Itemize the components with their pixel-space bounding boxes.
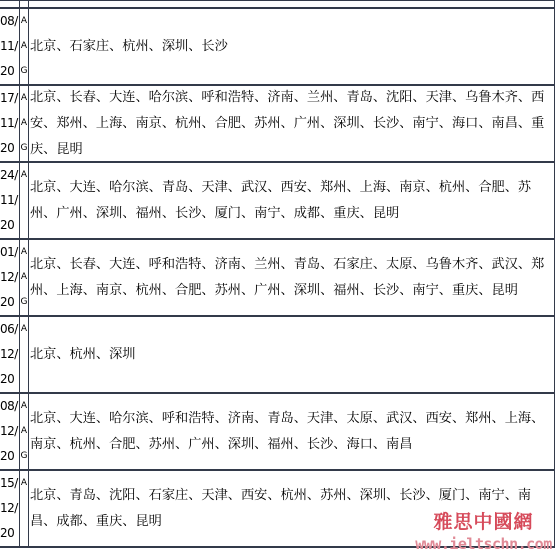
date-cell — [0, 1, 19, 7]
cities-text: 北京、石家庄、杭州、深圳、长沙 — [30, 38, 228, 54]
type-cell: A — [19, 163, 29, 238]
table-row — [0, 163, 555, 240]
type-cell — [19, 1, 29, 7]
date-cell: 06/12/20 — [0, 322, 18, 386]
date-cell: 08/12/20 — [0, 399, 18, 463]
cities-cell — [29, 86, 555, 161]
date-cell: 17/11/20 — [0, 91, 18, 155]
type-cell: A — [19, 471, 29, 546]
cities-text: 北京、大连、哈尔滨、青岛、天津、武汉、西安、郑州、上海、南京、杭州、合肥、苏州、广州、深圳、福州、长沙、厦门、南宁、成都、重庆、昆明 — [30, 179, 532, 221]
cities-cell — [29, 9, 555, 84]
table-row — [0, 240, 555, 317]
table-row — [0, 86, 555, 163]
cities-cell — [29, 317, 555, 392]
cities-cell — [29, 471, 555, 546]
type-cell: AAG — [19, 240, 29, 315]
cities-cell — [29, 1, 555, 7]
watermark-url-text: www.ieltschn.com — [415, 535, 552, 553]
type-cell: AAG — [19, 9, 29, 84]
cities-text: 北京、长春、大连、哈尔滨、呼和浩特、济南、兰州、青岛、沈阳、天津、乌鲁木齐、西安、郑州、上海、南京、杭州、合肥、苏州、广州、深圳、长沙、南宁、海口、南昌、重庆、昆明 — [30, 89, 545, 157]
cities-cell — [29, 394, 555, 469]
type-cell: AAG — [19, 86, 29, 161]
cities-cell — [29, 163, 555, 238]
type-cell: A — [19, 317, 29, 392]
date-cell: 01/12/20 — [0, 245, 18, 309]
table-row — [0, 1, 555, 9]
table-row — [0, 394, 555, 471]
cities-text: 北京、杭州、深圳 — [30, 346, 136, 362]
type-cell: AAG — [19, 394, 29, 469]
table-row — [0, 471, 555, 548]
cities-cell — [29, 240, 555, 315]
table-row — [0, 9, 555, 86]
cities-text: 北京、长春、大连、呼和浩特、济南、兰州、青岛、石家庄、太原、乌鲁木齐、武汉、郑州、上海、南京、杭州、合肥、苏州、广州、深圳、福州、长沙、南宁、重庆、昆明 — [30, 256, 545, 298]
date-cell: 24/11/20 — [0, 168, 18, 232]
date-cell: 08/11/20 — [0, 14, 18, 78]
date-cell: 15/12/20 — [0, 476, 18, 540]
cities-text: 北京、青岛、沈阳、石家庄、天津、西安、杭州、苏州、深圳、长沙、厦门、南宁、南昌、成都、重庆、昆明 — [30, 487, 532, 529]
table-row — [0, 317, 555, 394]
cities-text: 北京、大连、哈尔滨、呼和浩特、济南、青岛、天津、太原、武汉、西安、郑州、上海、南京、杭州、合肥、苏州、广州、深圳、福州、长沙、海口、南昌 — [30, 410, 545, 452]
watermark-chinese-text: 雅思中國網 — [433, 511, 534, 533]
